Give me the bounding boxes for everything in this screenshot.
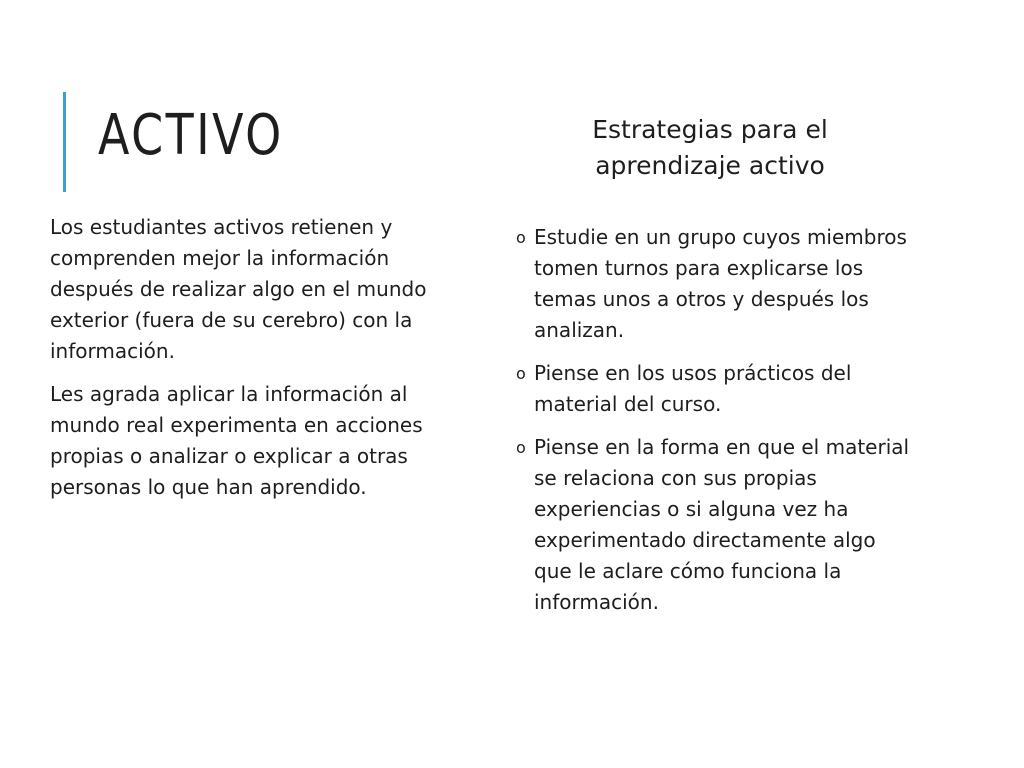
left-paragraph-1: Los estudiantes activos retienen y comprenden mejor la información después de realizar algo en el mundo exterior (fuera de su cerebro) con la información. xyxy=(50,215,427,363)
title-accent-bar xyxy=(63,92,66,192)
circle-bullet-icon: o xyxy=(516,364,526,383)
list-item-text: Piense en la forma en que el material se relaciona con sus propias experiencias o si alguna vez ha experimentado directamente algo que le aclare cómo funciona la información. xyxy=(534,435,910,614)
left-paragraph-2: Les agrada aplicar la información al mundo real experimenta en acciones propias o analizar o explicar a otras personas lo que han aprendido. xyxy=(50,382,423,499)
circle-bullet-icon: o xyxy=(516,228,526,247)
left-column xyxy=(50,212,440,515)
list-item xyxy=(518,222,918,346)
slide-title: ACTIVO xyxy=(98,103,284,168)
strategies-list xyxy=(518,222,918,630)
list-item xyxy=(518,358,918,420)
list-item xyxy=(518,432,918,618)
right-heading: Estrategias para el aprendizaje activo xyxy=(592,115,828,180)
circle-bullet-icon: o xyxy=(516,438,526,457)
list-item-text: Piense en los usos prácticos del material del curso. xyxy=(534,361,852,416)
list-item-text: Estudie en un grupo cuyos miembros tomen turnos para explicarse los temas unos a otros y después los analizan. xyxy=(534,225,907,342)
